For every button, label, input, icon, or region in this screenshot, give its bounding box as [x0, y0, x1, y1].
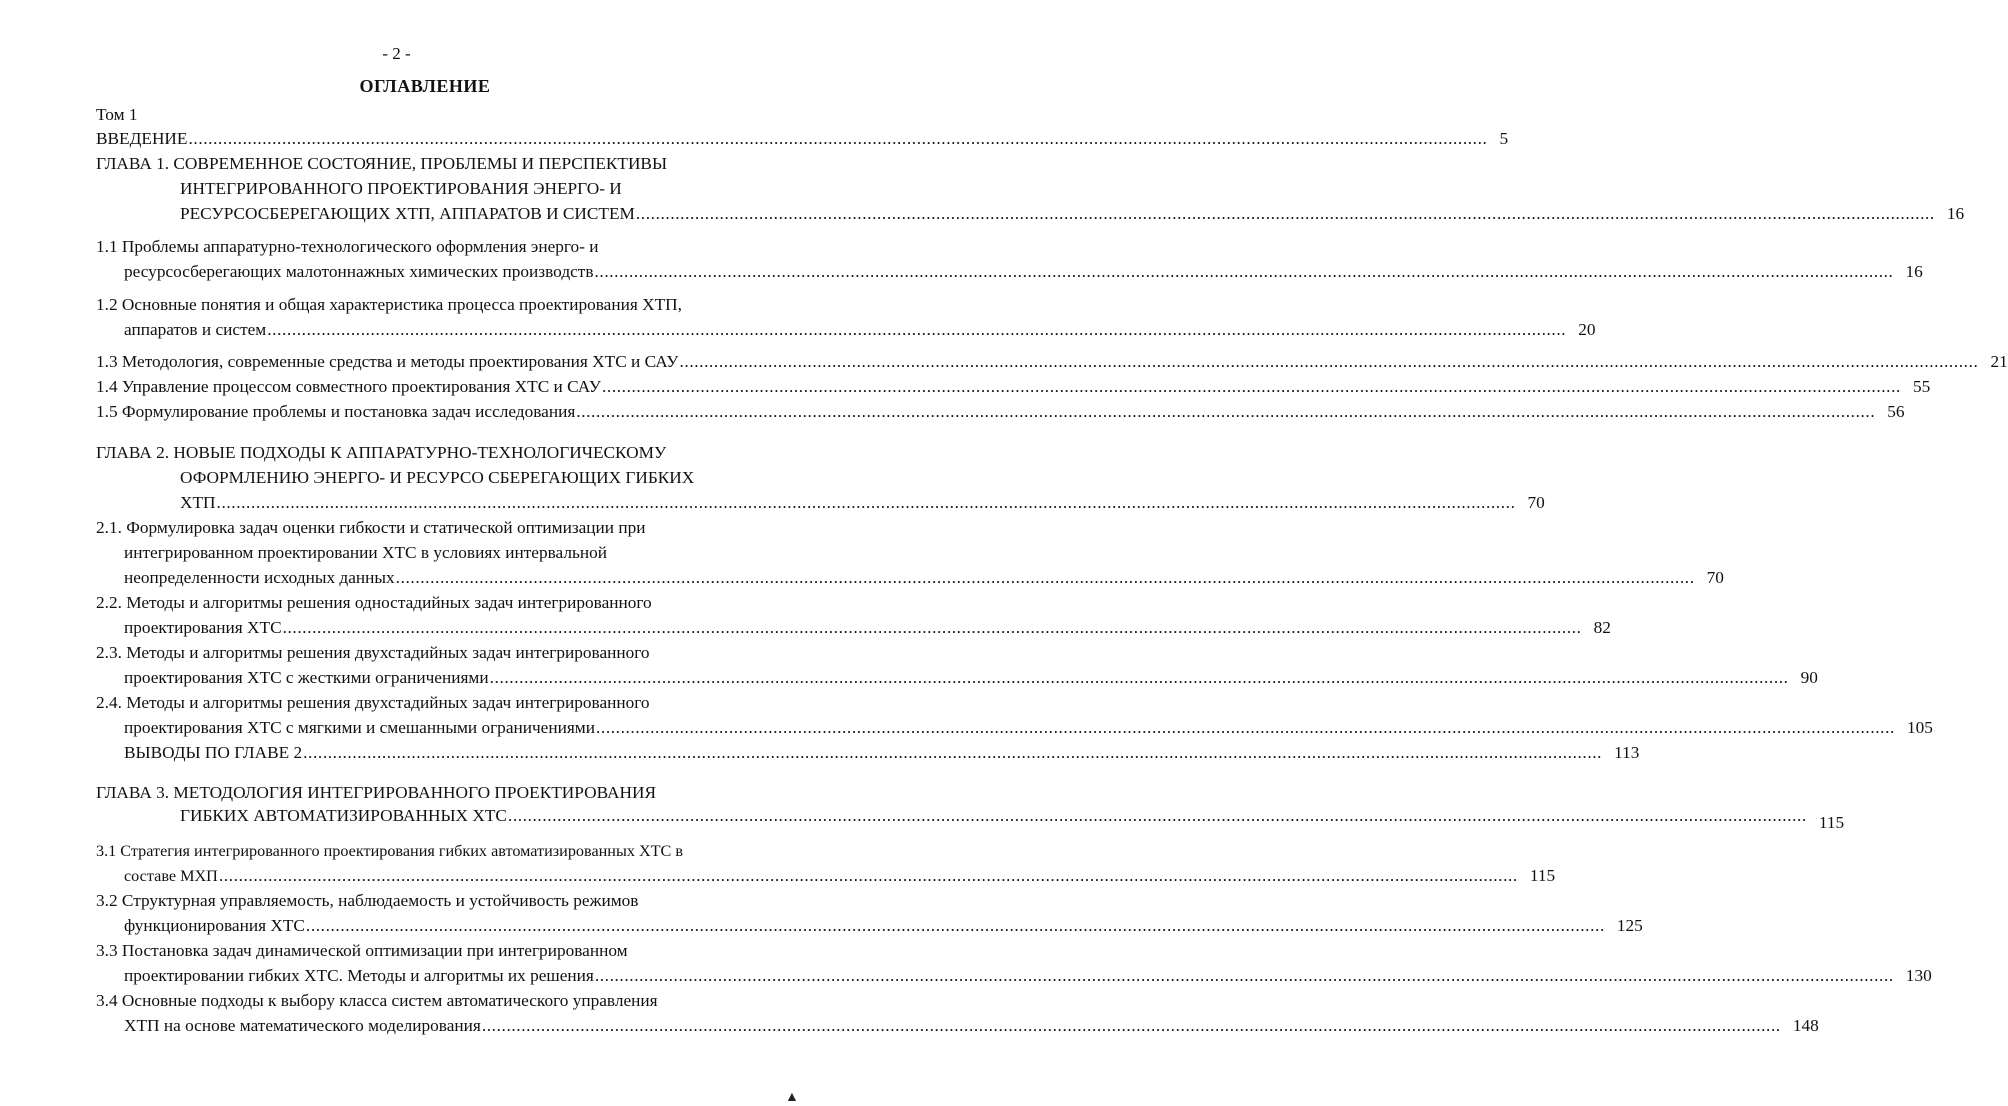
toc-entry-text: ВЫВОДЫ ПО ГЛАВЕ 2: [124, 743, 303, 762]
toc-entry-3-1-line-1[interactable]: 3.1 Стратегия интегрированного проектирования гибких автоматизированных ХТС в: [96, 842, 684, 860]
toc-entry-2-4-line-1[interactable]: 2.4. Методы и алгоритмы решения двухстадийных задач интегрированного: [96, 693, 650, 712]
toc-entry-2-1-line-2: интегрированном проектировании ХТС в условиях интервальной: [124, 543, 607, 562]
toc-entry-3-4-line-1[interactable]: 3.4 Основные подходы к выбору класса систем автоматического управления: [96, 991, 658, 1010]
toc-entry-2-3-line-1[interactable]: 2.3. Методы и алгоритмы решения двухстадийных задач интегрированного: [96, 643, 650, 662]
toc-entry-3-3[interactable]: [124, 965, 1932, 987]
toc-entry-1-4[interactable]: [96, 376, 1931, 398]
toc-page-number: 90: [1800, 668, 1818, 687]
toc-entry-2-1[interactable]: [124, 567, 1724, 589]
toc-page-number: 125: [1616, 916, 1643, 935]
toc-entry-2-2[interactable]: [124, 617, 1611, 639]
toc-page-number: 70: [1706, 568, 1724, 587]
toc-entry-3-4[interactable]: [124, 1015, 1819, 1037]
chapter-3-heading[interactable]: ГЛАВА 3. МЕТОДОЛОГИЯ ИНТЕГРИРОВАННОГО ПРОЕКТИРОВАНИЯ: [96, 783, 656, 802]
toc-entry-text: проектирования ХТС: [124, 618, 282, 637]
toc-entry-text: ХТП: [180, 493, 216, 512]
page-number: - 2 -: [382, 44, 411, 63]
toc-entry-3-2[interactable]: [124, 915, 1643, 937]
chapter-1-heading[interactable]: ГЛАВА 1. СОВРЕМЕННОЕ СОСТОЯНИЕ, ПРОБЛЕМЫ И ПЕРСПЕКТИВЫ: [96, 154, 668, 173]
toc-entry-3-1[interactable]: [124, 865, 1556, 887]
toc-entry-1-1-line-1[interactable]: 1.1 Проблемы аппаратурно-технологического оформления энерго- и: [96, 237, 599, 256]
toc-page-number: 21: [1990, 352, 2008, 371]
toc-page-number: 82: [1593, 618, 1611, 637]
chapter-1-heading-line-2: ИНТЕГРИРОВАННОГО ПРОЕКТИРОВАНИЯ ЭНЕРГО- И: [180, 179, 622, 198]
toc-entry-text: проектировании гибких ХТС. Методы и алгоритмы их решения: [124, 966, 594, 985]
toc-entry-text: 1.3 Методология, современные средства и методы проектирования ХТС и САУ: [96, 352, 679, 371]
toc-entry-2-1-line-1[interactable]: 2.1. Формулировка задач оценки гибкости и статической оптимизации при: [96, 518, 646, 537]
toc-entry-intro[interactable]: [96, 128, 1509, 150]
toc-entry-2-4[interactable]: [124, 717, 1933, 739]
chapter-2-heading-line-2: ОФОРМЛЕНИЮ ЭНЕРГО- И РЕСУРСО СБЕРЕГАЮЩИХ ГИБКИХ: [180, 468, 695, 487]
toc-page-number: 55: [1912, 377, 1931, 396]
toc-entry-1-1[interactable]: [124, 261, 1923, 283]
toc-entry-text: неопределенности исходных данных: [124, 568, 395, 587]
toc-entry-chapter-1[interactable]: [180, 203, 1965, 225]
toc-entry-2-2-line-1[interactable]: 2.2. Методы и алгоритмы решения одностадийных задач интегрированного: [96, 593, 652, 612]
toc-entry-text: проектирования ХТС с жесткими ограничениями: [124, 668, 489, 687]
toc-entry-text: аппаратов и систем: [124, 320, 267, 339]
toc-entry-text: ГИБКИХ АВТОМАТИЗИРОВАННЫХ ХТС: [180, 806, 507, 825]
toc-entry-1-5[interactable]: [96, 401, 1905, 423]
toc-entry-text: РЕСУРСОСБЕРЕГАЮЩИХ ХТП, АППАРАТОВ И СИСТЕМ: [180, 204, 635, 223]
toc-page-number: 16: [1946, 204, 1965, 223]
toc-entry-1-2[interactable]: [124, 319, 1596, 341]
toc-entry-text: 1.5 Формулирование проблемы и постановка задач исследования: [96, 402, 576, 421]
toc-entry-2-3[interactable]: [124, 667, 1818, 689]
toc-page-number: 115: [1818, 813, 1845, 832]
volume-label: Том 1: [96, 105, 138, 124]
toc-entry-text: проектирования ХТС с мягкими и смешанными ограничениями: [124, 718, 595, 737]
toc-entry-chapter-3[interactable]: [180, 806, 1845, 834]
toc-page-number: 115: [1529, 866, 1556, 885]
toc-page-number: 16: [1905, 262, 1923, 281]
chapter-2-heading[interactable]: ГЛАВА 2. НОВЫЕ ПОДХОДЫ К АППАРАТУРНО-ТЕХНОЛОГИЧЕСКОМУ: [96, 443, 667, 462]
toc-page-number: 20: [1578, 320, 1596, 339]
toc-entry-text: составе МХП: [124, 867, 218, 885]
toc-page-number: 56: [1887, 402, 1905, 421]
toc-page-number: 105: [1906, 718, 1933, 737]
toc-entry-text: ВВЕДЕНИЕ: [96, 129, 188, 148]
toc-page-number: 130: [1905, 966, 1932, 985]
toc-title: ОГЛАВЛЕНИЕ: [359, 76, 491, 96]
toc-entry-3-3-line-1[interactable]: 3.3 Постановка задач динамической оптимизации при интегрированном: [96, 941, 628, 960]
toc-page-number: 5: [1499, 129, 1509, 148]
toc-entry-text: 1.4 Управление процессом совместного проектирования ХТС и САУ: [96, 377, 601, 396]
toc-entry-1-3[interactable]: [96, 351, 2008, 373]
toc-entry-3-2-line-1[interactable]: 3.2 Структурная управляемость, наблюдаемость и устойчивость режимов: [96, 891, 639, 910]
toc-page-number: 148: [1792, 1016, 1819, 1035]
toc-page-number: 113: [1614, 743, 1640, 762]
toc-entry-text: ХТП на основе математического моделирования: [124, 1016, 481, 1035]
toc-page-number: 70: [1527, 493, 1545, 512]
toc-entry-1-2-line-1[interactable]: 1.2 Основные понятия и общая характеристика процесса проектирования ХТП,: [96, 295, 682, 314]
toc-entry-chapter-2[interactable]: [180, 492, 1545, 514]
corner-mark-icon: ▲: [785, 1090, 799, 1105]
toc-entry-text: функционирования ХТС: [124, 916, 305, 935]
toc-entry-chapter-2-conclusions[interactable]: [124, 742, 1640, 764]
toc-entry-text: ресурсосберегающих малотоннажных химических производств: [124, 262, 594, 281]
